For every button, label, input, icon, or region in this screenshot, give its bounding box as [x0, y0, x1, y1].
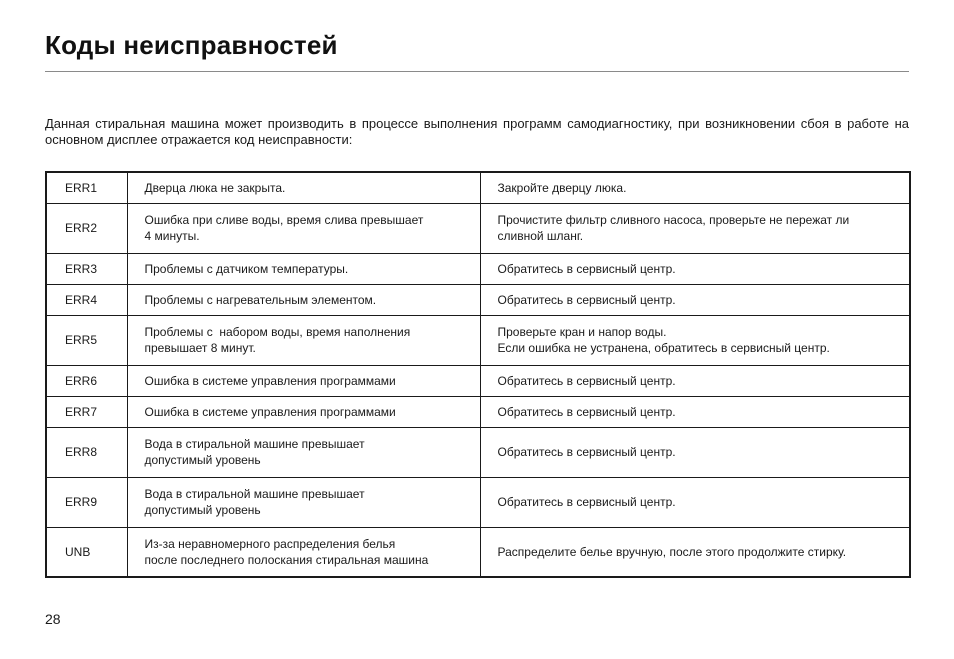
problem-line: после последнего полоскания стиральная машина: [144, 552, 429, 567]
problem-line: Ошибка при сливе воды, время слива превышает: [144, 213, 424, 227]
solution-cell: [480, 396, 910, 427]
title-divider: [45, 71, 909, 72]
problem-cell: [127, 315, 480, 365]
problem-line: Дверца люка не закрыта.: [144, 180, 286, 195]
error-code-cell: ERR1: [46, 172, 127, 203]
solution-cell: [480, 365, 910, 396]
solution-cell: [480, 477, 910, 527]
table-row: [46, 172, 910, 203]
problem-line: Ошибка в системе управления программами: [144, 404, 396, 419]
problem-line: допустимый уровень: [144, 503, 261, 517]
solution-line: Обратитесь в сервисный центр.: [497, 495, 676, 509]
solution-line: Проверьте кран и напор воды.: [497, 325, 667, 339]
solution-line: Обратитесь в сервисный центр.: [497, 261, 676, 276]
table-row: [46, 365, 910, 396]
solution-cell: [480, 315, 910, 365]
table-row: [46, 477, 910, 527]
problem-cell: [127, 253, 480, 284]
table-row: [46, 396, 910, 427]
problem-line: Проблемы с датчиком температуры.: [144, 261, 349, 276]
solution-cell: [480, 527, 910, 577]
error-code-cell: ERR3: [46, 253, 127, 284]
page-title: Коды неисправностей: [45, 30, 338, 60]
table-row: [46, 203, 910, 253]
solution-line: Обратитесь в сервисный центр.: [497, 445, 676, 459]
solution-line: Обратитесь в сервисный центр.: [497, 373, 676, 388]
problem-line: 4 минуты.: [144, 229, 200, 243]
error-codes-table-body: [46, 172, 910, 577]
error-code-cell: ERR4: [46, 284, 127, 315]
error-code-cell: ERR6: [46, 365, 127, 396]
solution-line: Распределите белье вручную, после этого продолжите стирку.: [497, 544, 847, 559]
error-code-cell: ERR7: [46, 396, 127, 427]
table-row: [46, 253, 910, 284]
problem-cell: [127, 427, 480, 477]
problem-line: Вода в стиральной машине превышает: [144, 487, 365, 501]
solution-cell: [480, 253, 910, 284]
solution-line: Закройте дверцу люка.: [497, 180, 627, 195]
solution-line: сливной шланг.: [497, 229, 584, 243]
table-row: [46, 284, 910, 315]
problem-cell: [127, 396, 480, 427]
solution-cell: [480, 172, 910, 203]
problem-cell: [127, 203, 480, 253]
problem-cell: [127, 172, 480, 203]
solution-line: Обратитесь в сервисный центр.: [497, 404, 676, 419]
error-code-cell: UNB: [46, 527, 127, 577]
solution-line: Прочистите фильтр сливного насоса, проверьте не пережат ли: [497, 213, 850, 227]
problem-cell: [127, 527, 480, 577]
error-code-cell: ERR2: [46, 203, 127, 253]
problem-cell: [127, 284, 480, 315]
error-code-cell: ERR5: [46, 315, 127, 365]
problem-line: Ошибка в системе управления программами: [144, 373, 396, 388]
problem-cell: [127, 477, 480, 527]
problem-line: Проблемы с нагревательным элементом.: [144, 292, 377, 307]
problem-line: Вода в стиральной машине превышает: [144, 437, 365, 451]
error-code-cell: ERR8: [46, 427, 127, 477]
problem-line: допустимый уровень: [144, 453, 261, 467]
solution-line: Если ошибка не устранена, обратитесь в сервисный центр.: [497, 341, 830, 355]
problem-cell: [127, 365, 480, 396]
problem-line: Проблемы с набором воды, время наполнения: [144, 325, 411, 339]
solution-cell: [480, 427, 910, 477]
error-code-cell: ERR9: [46, 477, 127, 527]
problem-line: Из-за неравномерного распределения белья: [144, 536, 396, 551]
solution-cell: [480, 203, 910, 253]
table-row: [46, 427, 910, 477]
solution-line: Обратитесь в сервисный центр.: [497, 292, 676, 307]
page-number: 28: [45, 611, 61, 627]
error-codes-table: [45, 171, 911, 578]
intro-paragraph: Данная стиральная машина может производить в процессе выполнения программ самодиагностику, при возникновении сбоя в работе на основном дисплее отражается код неисправности:: [45, 116, 909, 147]
solution-cell: [480, 284, 910, 315]
problem-line: превышает 8 минут.: [144, 341, 256, 355]
table-row: [46, 315, 910, 365]
table-row: [46, 527, 910, 577]
